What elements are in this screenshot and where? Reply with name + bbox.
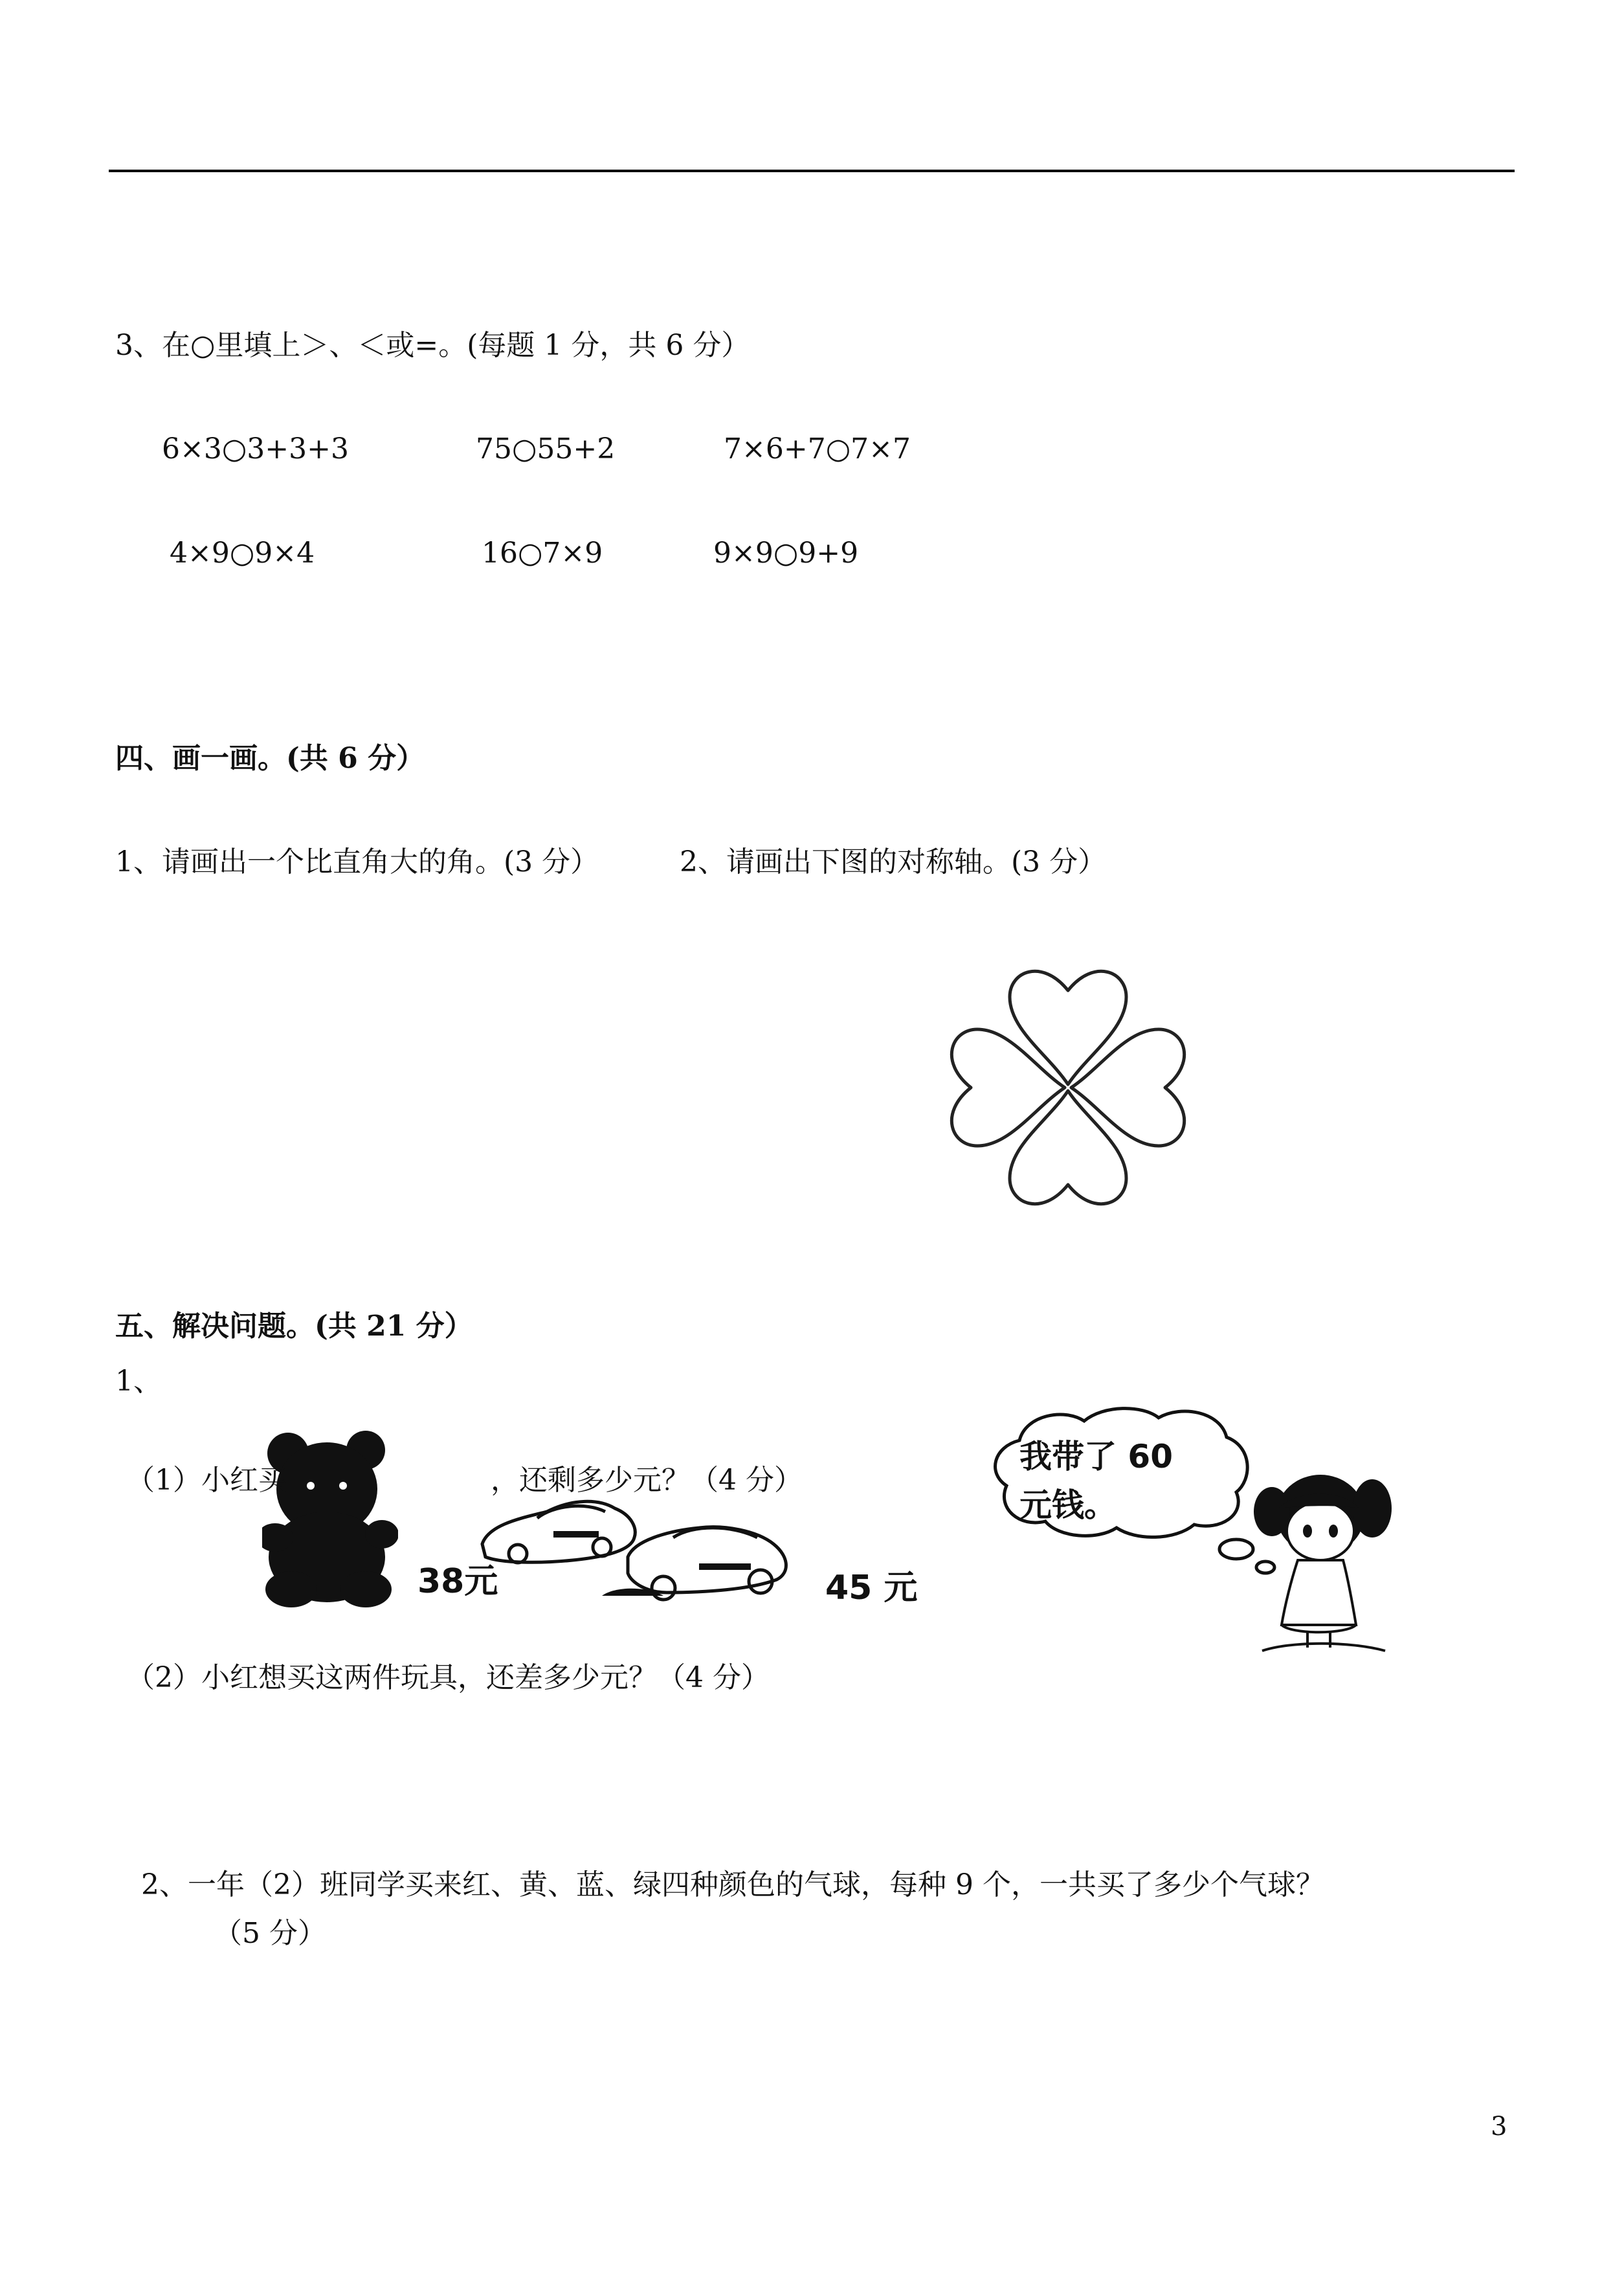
speech-text-line-2: 元钱。 bbox=[1019, 1486, 1117, 1524]
compare-item-1: 6×3○3+3+3 bbox=[162, 432, 349, 465]
price-car: 45 元 bbox=[825, 1569, 918, 1607]
section5-heading: 五、解决问题。(共 21 分） bbox=[115, 1310, 473, 1343]
question-2-line-1: 2、一年（2）班同学买来红、黄、蓝、绿四种颜色的气球，每种 9 个，一共买了多少个气球？ bbox=[141, 1868, 1324, 1901]
question-1-1-part-b: ，还剩多少元？（4 分） bbox=[491, 1464, 803, 1497]
question-1-1-part-a: （1）小红买 bbox=[126, 1464, 287, 1497]
section4-question-1: 1、请画出一个比直角大的角。(3 分） bbox=[115, 845, 599, 878]
section3-heading: 3、在○里填上＞、＜或=。(每题 1 分，共 6 分） bbox=[115, 329, 750, 362]
teddy-bear-toy-image bbox=[262, 1427, 398, 1609]
compare-item-2: 75○55+2 bbox=[476, 432, 616, 465]
compare-item-5: 16○7×9 bbox=[482, 537, 603, 570]
compare-item-6: 9×9○9+9 bbox=[713, 537, 859, 570]
section4-heading: 四、画一画。(共 6 分） bbox=[115, 742, 425, 775]
compare-item-4: 4×9○9×4 bbox=[170, 537, 315, 570]
section5-question-1-label: 1、 bbox=[115, 1365, 162, 1398]
compare-item-3: 7×6+7○7×7 bbox=[724, 432, 911, 465]
price-bear: 38元 bbox=[417, 1562, 498, 1601]
four-heart-clover-figure bbox=[939, 952, 1197, 1224]
header-rule bbox=[109, 170, 1515, 172]
girl-character-image bbox=[1252, 1470, 1395, 1657]
toy-car-image-2 bbox=[602, 1512, 796, 1609]
speech-text-line-1: 我带了 60 bbox=[1019, 1438, 1173, 1475]
question-1-2: （2）小红想买这两件玩具，还差多少元？（4 分） bbox=[126, 1661, 770, 1694]
question-2-line-2: （5 分） bbox=[214, 1917, 326, 1950]
section4-question-2: 2、请画出下图的对称轴。(3 分） bbox=[680, 845, 1107, 878]
page-number: 3 bbox=[1491, 2112, 1507, 2142]
